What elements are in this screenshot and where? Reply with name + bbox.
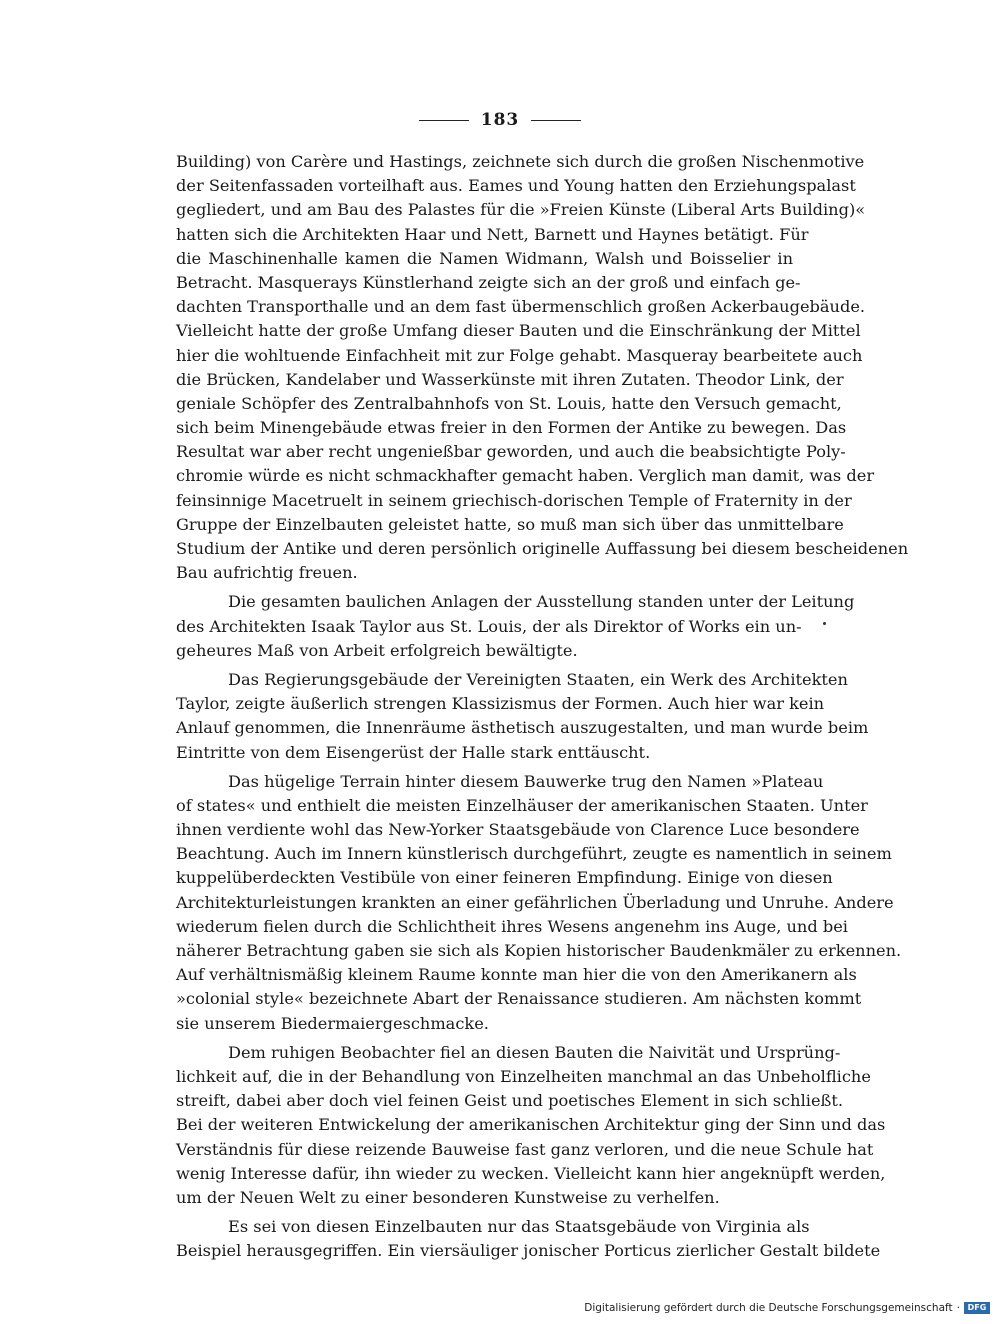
text-line: Beachtung. Auch im Innern künstlerisch durchgeführt, zeugte es namentlich in seinem <box>176 844 892 864</box>
text-line: der Seitenfassaden vorteilhaft aus. Eames und Young hatten den Erziehungspalast <box>176 176 856 196</box>
text-line: näherer Betrachtung gaben sie sich als Kopien historischer Baudenkmäler zu erkennen. <box>176 941 902 960</box>
text-line: dachten Transporthalle und an dem fast übermenschlich großen Ackerbaugebäude. <box>176 297 866 317</box>
header-rule-right <box>531 120 581 121</box>
text-line: Das hügelige Terrain hinter diesem Bauwerke trug den Namen »Plateau <box>228 771 824 791</box>
text-line: Die gesamten baulichen Anlagen der Ausstellung standen unter der Leitung <box>228 592 855 612</box>
text-line: Eintritte von dem Eisengerüst der Halle stark enttäuscht. <box>176 742 651 762</box>
margin-dot <box>823 622 826 625</box>
text-line: Es sei von diesen Einzelbauten nur das Staatsgebäude von Virginia als <box>228 1217 810 1237</box>
text-line: Studium der Antike und deren persönlich originelle Auffassung bei diesem bescheidenen <box>176 539 909 558</box>
text-line: Auf verhältnismäßig kleinem Raume konnte man hier die von den Amerikanern als <box>176 965 857 985</box>
paragraph <box>176 150 909 585</box>
text-line: Bau aufrichtig freuen. <box>176 563 358 583</box>
text-line: hatten sich die Architekten Haar und Nett, Barnett und Haynes betätigt. Für <box>176 224 809 244</box>
text-line: Das Regierungsgebäude der Vereinigten Staaten, ein Werk des Architekten <box>228 669 848 689</box>
text-line: lichkeit auf, die in der Behandlung von Einzelheiten manchmal an das Unbeholfliche <box>176 1066 871 1086</box>
text-line: des Architekten Isaak Taylor aus St. Louis, der als Direktor of Works ein un- <box>176 616 802 636</box>
text-line: feinsinnige Macetruelt in seinem griechisch-dorischen Temple of Fraternity in der <box>176 490 852 510</box>
text-line: die Maschinenhalle kamen die Namen Widmann, Walsh und Boisselier in <box>176 248 793 268</box>
footer-separator: · <box>956 1302 960 1314</box>
page-number: 183 <box>480 110 520 130</box>
text-line: hier die wohltuende Einfachheit mit zur Folge gehabt. Masqueray bearbeitete auch <box>176 345 863 365</box>
text-line: Gruppe der Einzelbauten geleistet hatte, so muß man sich über das unmittelbare <box>176 514 844 534</box>
text-line: Verständnis für diese reizende Bauweise fast ganz verloren, und die neue Schule hat <box>176 1139 874 1159</box>
text-line: Vielleicht hatte der große Umfang dieser Bauten und die Einschränkung der Mittel <box>176 321 861 341</box>
paragraph <box>176 1041 886 1210</box>
page-number-header <box>0 110 1000 130</box>
text-line: Beispiel herausgegriffen. Ein viersäuliger jonischer Porticus zierlicher Gestalt bildete <box>176 1241 881 1261</box>
text-line: Betracht. Masquerays Künstlerhand zeigte sich an der groß und einfach ge- <box>176 272 801 292</box>
text-line: ihnen verdiente wohl das New-Yorker Staatsgebäude von Clarence Luce besondere <box>176 820 860 840</box>
text-line: of states« und enthielt die meisten Einzelhäuser der amerikanischen Staaten. Unter <box>176 795 868 815</box>
dfg-logo-icon: DFG <box>964 1302 990 1314</box>
text-line: wiederum fielen durch die Schlichtheit ihres Wesens angenehm ins Auge, und bei <box>176 916 848 936</box>
text-line: chromie würde es nicht schmackhafter gemacht haben. Verglich man damit, was der <box>176 466 875 486</box>
footer-credit <box>584 1302 990 1314</box>
text-line: Architekturleistungen krankten an einer gefährlichen Überladung und Unruhe. Andere <box>176 892 894 912</box>
text-line: Anlauf genommen, die Innenräume ästhetisch auszugestalten, und man wurde beim <box>176 718 869 738</box>
paragraph <box>176 590 855 663</box>
text-line: Bei der weiteren Entwickelung der amerikanischen Architektur ging der Sinn und das <box>176 1115 886 1135</box>
text-line: Building) von Carère und Hastings, zeichnete sich durch die großen Nischenmotive <box>176 152 865 171</box>
text-line: kuppelüberdeckten Vestibüle von einer feineren Empfindung. Einige von diesen <box>176 868 833 888</box>
footer-text: Digitalisierung gefördert durch die Deutsche Forschungsgemeinschaft <box>584 1302 953 1314</box>
text-line: streift, dabei aber doch viel feinen Geist und poetisches Element in sich schließt. <box>176 1091 843 1111</box>
text-line: Taylor, zeigte äußerlich strengen Klassizismus der Formen. Auch hier war kein <box>176 694 825 714</box>
paragraph <box>176 1215 881 1263</box>
text-line: geheures Maß von Arbeit erfolgreich bewältigte. <box>176 640 578 660</box>
header-rule-left <box>419 120 469 121</box>
text-line: »colonial style« bezeichnete Abart der Renaissance studieren. Am nächsten kommt <box>176 989 862 1009</box>
paragraph <box>176 668 869 765</box>
text-line: wenig Interesse dafür, ihn wieder zu wecken. Vielleicht kann hier angeknüpft werden, <box>176 1163 886 1183</box>
text-line: geniale Schöpfer des Zentralbahnhofs von St. Louis, hatte den Versuch gemacht, <box>176 393 842 413</box>
body-text <box>176 150 909 1263</box>
text-line: Resultat war aber recht ungenießbar geworden, und auch die beabsichtigte Poly- <box>176 442 846 462</box>
text-line: um der Neuen Welt zu einer besonderen Kunstweise zu verhelfen. <box>176 1187 720 1207</box>
text-line: gegliedert, und am Bau des Palastes für die »Freien Künste (Liberal Arts Building)« <box>176 200 866 220</box>
text-line: die Brücken, Kandelaber und Wasserkünste mit ihren Zutaten. Theodor Link, der <box>176 369 844 389</box>
text-line: Dem ruhigen Beobachter fiel an diesen Bauten die Naivität und Ursprüng- <box>228 1042 841 1062</box>
paragraph <box>176 770 902 1036</box>
text-line: sich beim Minengebäude etwas freier in den Formen der Antike zu bewegen. Das <box>176 418 847 438</box>
text-line: sie unserem Biedermaiergeschmacke. <box>176 1013 489 1033</box>
